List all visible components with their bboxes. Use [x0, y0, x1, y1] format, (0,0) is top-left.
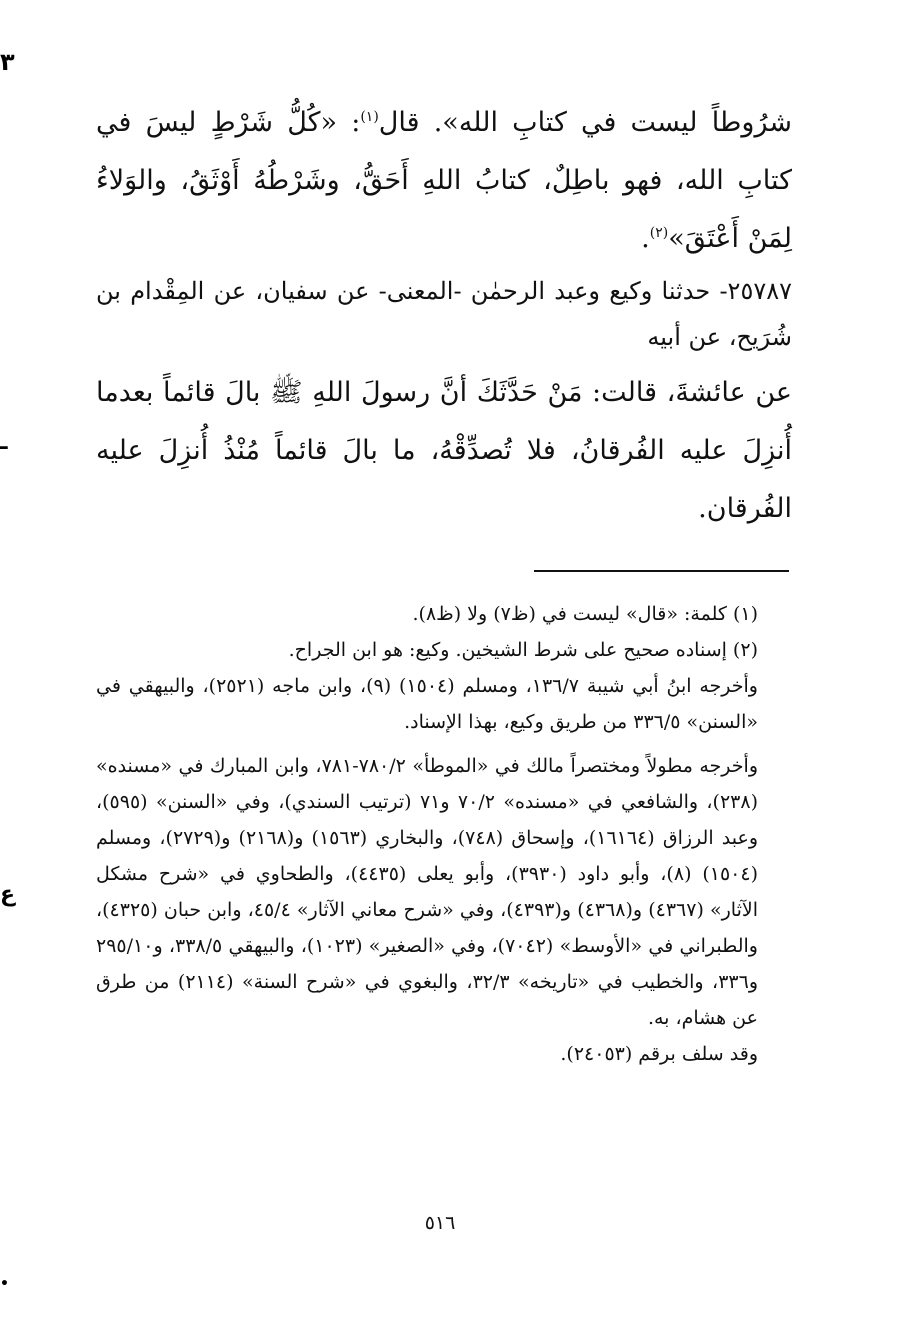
footnote-2-takhrij-1: وأخرجه ابنُ أبي شيبة ١٣٦/٧، ومسلم (١٥٠٤) (٩)، وابن ماجه (٢٥٢١)، والبيهقي في «السنن» ٣٣٦/٥ من طريق وكيع، بهذا الإسناد.	[96, 675, 758, 733]
footnote-1: (١) كلمة: «قال» ليست في (ظ٧) ولا (ظ٨).	[412, 603, 758, 625]
page-number: ٥١٦	[424, 1212, 456, 1234]
hadith-matn: عن عائشةَ، قالت: مَنْ حَدَّثَكَ أنَّ رسولَ اللهِ ﷺ بالَ قائماً بعدما أُنزِلَ عليه الفُرقانُ، فلا تُصدِّقْهُ، ما بالَ قائماً مُنْذُ أُنزِلَ عليه الفُرقان.	[96, 377, 792, 524]
p1-text-a: شرُوطاً ليست في كتابِ الله». قال	[378, 107, 792, 138]
footnotes	[96, 596, 792, 1072]
main-paragraph-1	[96, 94, 792, 268]
footnote-ref-2: (٢)	[649, 225, 669, 241]
p1-text-b: : «كُلُّ شَرْطٍ ليسَ في كتابِ الله، فهو باطِلٌ، كتابُ اللهِ أَحَقُّ، وشَرْطُهُ أَوْثَقُ، والوَلاءُ لِمَنْ أَعْتَقَ»	[96, 107, 792, 254]
margin-mark-top: ٣	[0, 48, 15, 76]
p1-text-c: .	[641, 223, 650, 254]
footnote-2-cross-ref: وقد سلف برقم (٢٤٠٥٣).	[560, 1043, 758, 1065]
footnote-2-takhrij-2: وأخرجه مطولاً ومختصراً مالك في «الموطأ» ٧٨٠/٢-٧٨١، وابن المبارك في «مسنده» (٢٣٨)، والشافعي في «مسنده» ٧٠/٢ و٧١ (ترتيب السندي)، وفي «السنن» (٥٩٥)، وعبد الرزاق (١٦١٦٤)، وإسحاق (٧٤٨)، والبخاري (١٥٦٣) و(٢١٦٨) و(٢٧٢٩)، ومسلم (١٥٠٤) (٨)، وأبو داود (٣٩٣٠)، وأبو يعلى (٤٤٣٥)، والطحاوي في «شرح مشكل الآثار» (٤٣٦٧) و(٤٣٦٨) و(٤٣٩٣)، وفي «شرح معاني الآثار» ٤٥/٤، وابن حبان (٤٣٢٥)، والطبراني في «الأوسط» (٧٠٤٢)، وفي «الصغير» (١٠٢٣)، والبيهقي ٣٣٨/٥، و٢٩٥/١٠ و٣٣٦، والخطيب في «تاريخه» ٣٢/٣، والبغوي في «شرح السنة» (٢١١٤) من طرق عن هشام، به.	[96, 755, 759, 1029]
margin-mark-lower: ع	[0, 882, 16, 907]
footnote-divider	[534, 570, 789, 572]
margin-mark-bottom: •	[0, 1276, 9, 1292]
hadith-isnad: ٢٥٧٨٧- حدثنا وكيع وعبد الرحمٰن -المعنى- عن سفيان، عن المِقْدام بن شُرَيح، عن أبيه	[96, 277, 792, 351]
footnote-2: (٢) إسناده صحيح على شرط الشيخين. وكيع: هو ابن الجراح.	[288, 639, 758, 661]
footnote-ref-1: (١)	[360, 109, 379, 125]
margin-mark-middle: ـ	[0, 430, 8, 455]
